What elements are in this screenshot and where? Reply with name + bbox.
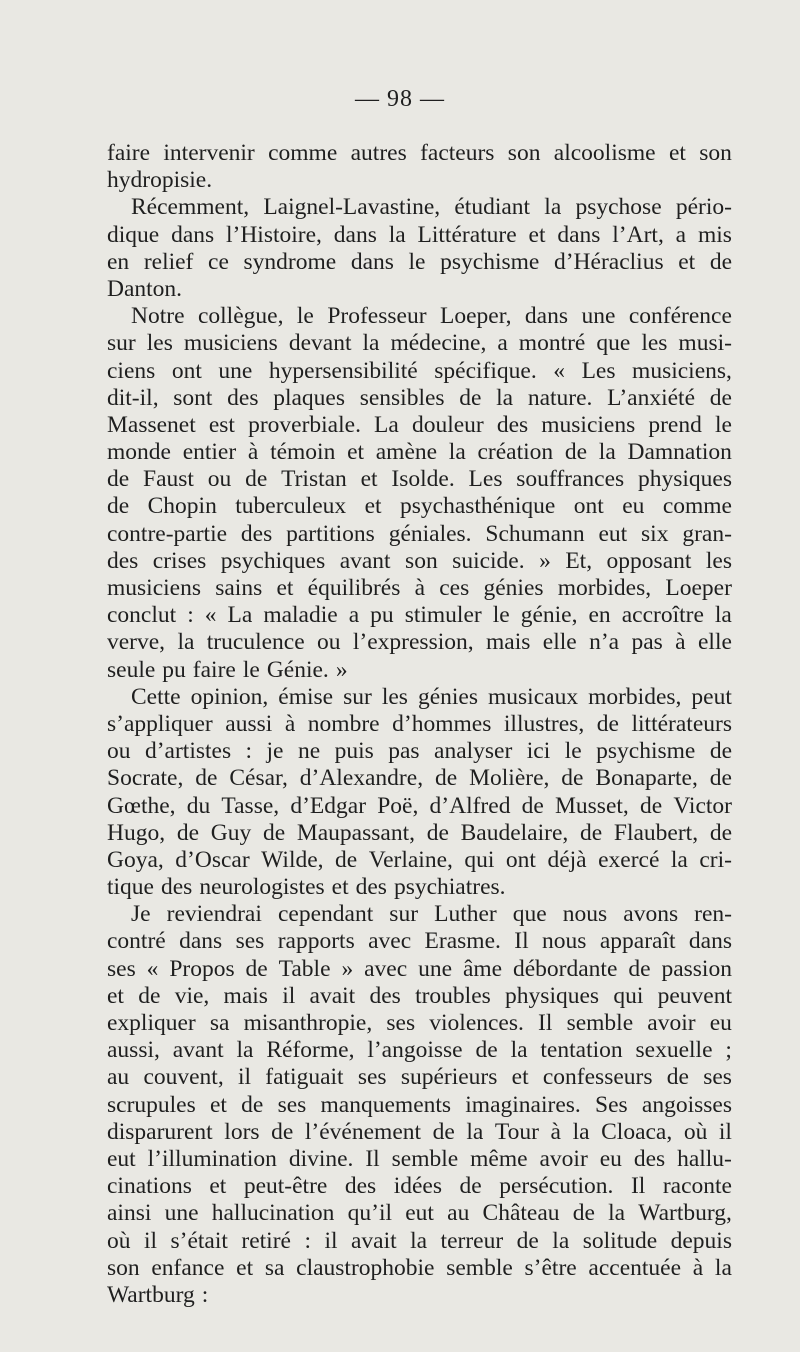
- text-line: hydropisie.: [107, 167, 213, 194]
- text-line: conclut : « La maladie a pu stimuler le génie, en accroître la: [107, 602, 732, 629]
- text-line: verve, la truculence ou l’expression, mais elle n’a pas à elle: [107, 629, 732, 656]
- text-line: et de vie, mais il avait des troubles physiques qui peuvent: [107, 982, 732, 1009]
- text-line: son enfance et sa claustrophobie semble s’être accentuée à la: [107, 1254, 732, 1281]
- text-line: Wartburg :: [107, 1281, 209, 1308]
- text-line: ou d’artistes : je ne puis pas analyser ici le psychisme de: [107, 738, 732, 765]
- text-line: Danton.: [107, 275, 183, 302]
- text-line: eut l’illumination divine. Il semble même avoir eu des hallu-: [107, 1145, 732, 1172]
- text-line: au couvent, il fatiguait ses supérieurs et confesseurs de ses: [107, 1064, 732, 1091]
- text-line: ainsi une hallucination qu’il eut au Château de la Wartburg,: [107, 1200, 732, 1227]
- text-line: dit-il, sont des plaques sensibles de la nature. L’anxiété de: [107, 384, 732, 411]
- text-line: en relief ce syndrome dans le psychisme d’Héraclius et de: [107, 248, 732, 275]
- text-line: Récemment, Laignel-Lavastine, étudiant la psychose pério-: [131, 194, 732, 221]
- text-line: de Chopin tuberculeux et psychasthénique ont eu comme: [107, 493, 732, 520]
- text-line: disparurent lors de l’événement de la Tour à la Cloaca, où il: [107, 1118, 732, 1145]
- text-line: Goya, d’Oscar Wilde, de Verlaine, qui ont déjà exercé la cri-: [107, 846, 732, 873]
- text-line: scrupules et de ses manquements imaginaires. Ses angoisses: [107, 1091, 732, 1118]
- text-line: de Faust ou de Tristan et Isolde. Les souffrances physiques: [107, 466, 732, 493]
- text-line: Gœthe, du Tasse, d’Edgar Poë, d’Alfred de Musset, de Victor: [107, 792, 732, 819]
- text-line: seule pu faire le Génie. »: [107, 656, 348, 683]
- text-line: Socrate, de César, d’Alexandre, de Molière, de Bonaparte, de: [107, 765, 732, 792]
- body-text: [107, 140, 732, 1309]
- text-line: faire intervenir comme autres facteurs son alcoolisme et son: [107, 140, 732, 166]
- text-line: Massenet est proverbiale. La douleur des musiciens prend le: [107, 411, 732, 438]
- text-line: tique des neurologistes et des psychiatres.: [107, 874, 506, 901]
- text-line: musiciens sains et équilibrés à ces génies morbides, Loeper: [107, 575, 732, 601]
- text-line: cinations et peut-être des idées de persécution. Il raconte: [107, 1173, 732, 1200]
- text-line: contré dans ses rapports avec Erasme. Il nous apparaît dans: [107, 928, 732, 955]
- text-line: expliquer sa misanthropie, ses violences. Il semble avoir eu: [107, 1010, 732, 1036]
- text-line: Hugo, de Guy de Maupassant, de Baudelaire, de Flaubert, de: [107, 819, 732, 846]
- text-line: ciens ont une hypersensibilité spécifique. « Les musiciens,: [107, 357, 732, 384]
- text-line: Je reviendrai cependant sur Luther que nous avons ren-: [131, 901, 732, 928]
- text-line: ses « Propos de Table » avec une âme débordante de passion: [107, 955, 732, 982]
- text-line: monde entier à témoin et amène la création de la Damnation: [107, 439, 732, 466]
- text-line: contre-partie des partitions géniales. Schumann eut six gran-: [107, 520, 732, 547]
- text-line: sur les musiciens devant la médecine, a montré que les musi-: [107, 330, 732, 357]
- text-line: s’appliquer aussi à nombre d’hommes illustres, de littérateurs: [107, 710, 732, 737]
- page-number: — 98 —: [355, 86, 445, 112]
- text-line: des crises psychiques avant son suicide. » Et, opposant les: [107, 547, 732, 574]
- text-line: Notre collègue, le Professeur Loeper, dans une conférence: [131, 303, 732, 330]
- text-line: Cette opinion, émise sur les génies musicaux morbides, peut: [131, 683, 732, 710]
- text-line: dique dans l’Histoire, dans la Littérature et dans l’Art, a mis: [107, 221, 732, 248]
- text-line: aussi, avant la Réforme, l’angoisse de la tentation sexuelle ;: [107, 1037, 732, 1064]
- text-line: où il s’était retiré : il avait la terreur de la solitude depuis: [107, 1227, 732, 1254]
